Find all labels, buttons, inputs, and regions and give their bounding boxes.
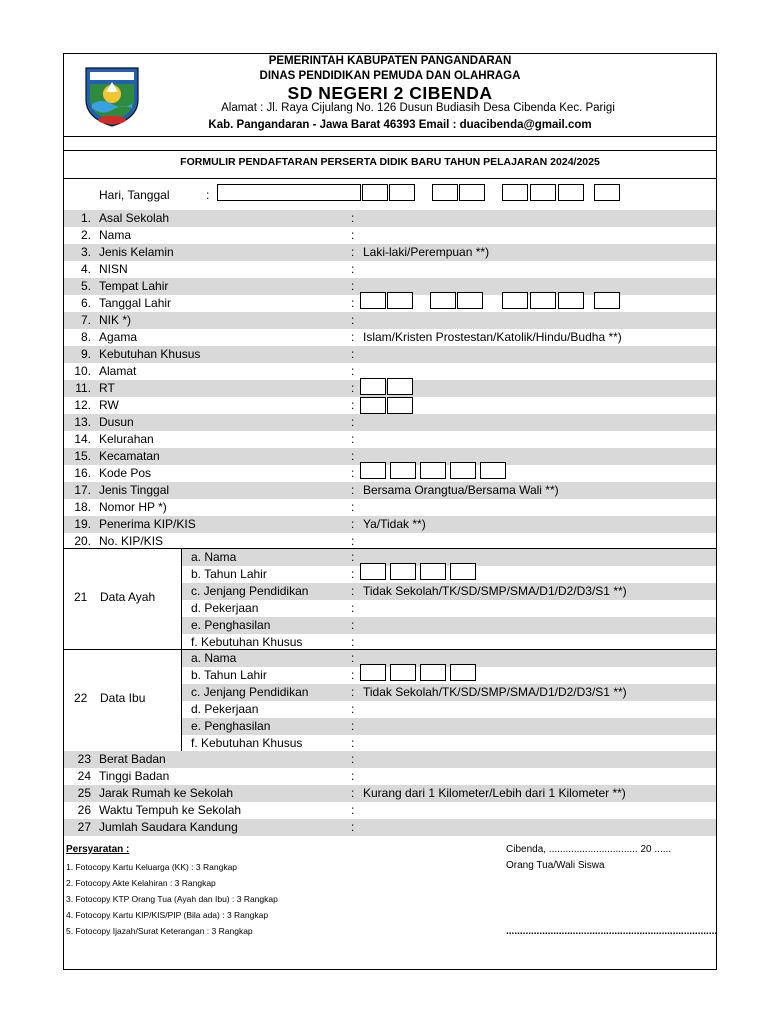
field-colon: :: [351, 432, 355, 446]
field-colon: :: [351, 567, 355, 581]
field-colon: :: [351, 702, 355, 716]
field-label: Waktu Tempuh ke Sekolah: [99, 803, 242, 817]
form-row-8: [64, 329, 716, 346]
ibu-row-penghasilan: [182, 718, 716, 735]
row-number: 4.: [80, 262, 91, 276]
field-colon: :: [351, 752, 355, 766]
field-colon: :: [351, 211, 355, 225]
form-row-6: [64, 295, 716, 312]
field-colon: :: [351, 534, 355, 548]
field-colon: :: [351, 279, 355, 293]
field-colon: :: [351, 517, 355, 531]
ayah-number: 21: [74, 590, 88, 604]
field-label: Tempat Lahir: [99, 279, 169, 293]
field-colon: :: [351, 550, 355, 564]
field-colon: :: [351, 635, 355, 649]
field-value[interactable]: Kurang dari 1 Kilometer/Lebih dari 1 Kilometer **): [363, 786, 626, 800]
field-label: Tanggal Lahir: [99, 296, 172, 310]
requirement-item: 5. Fotocopy Ijazah/Surat Keterangan : 3 Rangkap: [66, 926, 253, 936]
form-row-17: [64, 482, 716, 499]
field-label: Nama: [99, 228, 132, 242]
row-number: 13.: [74, 415, 91, 429]
requirement-item: 3. Fotocopy KTP Orang Tua (Ayah dan Ibu) : 3 Rangkap: [66, 894, 278, 904]
form-row-3: [64, 244, 716, 261]
form-row-7: [64, 312, 716, 329]
form-row-11: [64, 380, 716, 397]
field-label: Penerima KIP/KIS: [99, 517, 196, 531]
form-row-19: [64, 516, 716, 533]
form-row-2: [64, 227, 716, 244]
header-rule-2: [64, 150, 716, 151]
field-colon: :: [351, 330, 355, 344]
field-colon: :: [351, 245, 355, 259]
form-row-1: [64, 210, 716, 227]
ibu-year-box-2[interactable]: [390, 664, 416, 681]
row-number: 16.: [74, 466, 91, 480]
ayah-year-box-1[interactable]: [360, 563, 386, 580]
field-label: d. Pekerjaan: [191, 601, 259, 615]
row-number: 11.: [75, 381, 91, 395]
field-label: c. Jenjang Pendidikan: [191, 685, 309, 699]
field-label: Kode Pos: [99, 466, 152, 480]
ayah-year-box-4[interactable]: [450, 563, 476, 580]
ayah-row-pendidikan: [182, 583, 716, 600]
field-label: RW: [99, 398, 119, 412]
field-colon: :: [351, 584, 355, 598]
field-value[interactable]: Bersama Orangtua/Bersama Wali **): [363, 483, 559, 497]
field-value[interactable]: Tidak Sekolah/TK/SD/SMP/SMA/D1/D2/D3/S1 **): [363, 685, 627, 699]
field-colon: :: [351, 415, 355, 429]
field-label: Agama: [99, 330, 138, 344]
row-number: 2.: [80, 228, 91, 242]
field-label: NIK *): [99, 313, 132, 327]
field-value[interactable]: Laki-laki/Perempuan **): [363, 245, 490, 259]
field-colon: :: [351, 685, 355, 699]
field-label: f. Kebutuhan Khusus: [191, 736, 303, 750]
field-label: Dusun: [99, 415, 134, 429]
field-label: Jenis Kelamin: [99, 245, 174, 259]
field-label: Jumlah Saudara Kandung: [99, 820, 238, 834]
ayah-row-penghasilan: [182, 617, 716, 634]
form-frame: [63, 53, 717, 970]
row-number: 12.: [74, 398, 91, 412]
field-colon: :: [351, 803, 355, 817]
field-label: Asal Sekolah: [99, 211, 170, 225]
field-colon: :: [351, 449, 355, 463]
field-label: RT: [99, 381, 115, 395]
field-colon: :: [351, 466, 355, 480]
field-colon: :: [351, 651, 355, 665]
ayah-row-pekerjaan: [182, 600, 716, 617]
birth-month-box-2[interactable]: [457, 292, 483, 309]
form-title: FORMULIR PENDAFTARAN PERSERTA DIDIK BARU TAHUN PELAJARAN 2024/2025: [180, 156, 600, 168]
field-colon: :: [351, 601, 355, 615]
row-number: 19.: [74, 517, 91, 531]
field-value[interactable]: Tidak Sekolah/TK/SD/SMP/SMA/D1/D2/D3/S1 **): [363, 584, 627, 598]
requirement-item: 4. Fotocopy Kartu KIP/KIS/PIP (Bila ada) : 3 Rangkap: [66, 910, 269, 920]
field-label: Jenis Tinggal: [99, 483, 170, 497]
title-rule: [64, 178, 716, 179]
birth-day-box-2[interactable]: [387, 292, 413, 309]
field-colon: :: [351, 398, 355, 412]
school-name: SD NEGERI 2 CIBENDA: [287, 83, 493, 103]
ayah-year-box-3[interactable]: [420, 563, 446, 580]
field-value[interactable]: Islam/Kristen Prostestan/Katolik/Hindu/Budha **): [363, 330, 622, 344]
field-colon: :: [351, 347, 355, 361]
ibu-year-box-3[interactable]: [420, 664, 446, 681]
ibu-row-kebutuhan: [182, 735, 716, 752]
row-number: 1.: [80, 211, 91, 225]
field-colon: :: [351, 786, 355, 800]
field-colon: :: [351, 313, 355, 327]
form-row-26: [64, 802, 716, 819]
row-number: 17.: [74, 483, 91, 497]
rw-box-2[interactable]: [387, 397, 413, 414]
letterhead: [64, 54, 716, 136]
ibu-number: 22: [74, 691, 88, 705]
field-label: Tinggi Badan: [99, 769, 170, 783]
field-colon: :: [351, 618, 355, 632]
signature-role: Orang Tua/Wali Siswa: [506, 860, 605, 871]
ayah-label: Data Ayah: [100, 590, 156, 604]
field-colon: :: [351, 364, 355, 378]
date-year-box-3[interactable]: [558, 184, 584, 201]
form-row-12: [64, 397, 716, 414]
requirements-title: Persyaratan :: [66, 844, 130, 855]
row-number: 8.: [80, 330, 91, 344]
day-input[interactable]: [217, 184, 361, 201]
birth-year-box-4[interactable]: [594, 292, 620, 309]
field-label: b. Tahun Lahir: [191, 668, 267, 682]
postal-box-3[interactable]: [420, 462, 446, 479]
school-address-email: Kab. Pangandaran - Jawa Barat 46393 Email : duacibenda@gmail.com: [208, 119, 592, 131]
header-rule-1: [64, 136, 716, 137]
field-label: e. Penghasilan: [191, 618, 271, 632]
form-row-24: [64, 768, 716, 785]
field-label: Alamat: [99, 364, 137, 378]
field-colon: :: [351, 228, 355, 242]
ayah-year-box-2[interactable]: [390, 563, 416, 580]
field-colon: :: [351, 769, 355, 783]
date-month-box-2[interactable]: [459, 184, 485, 201]
signature-place-date[interactable]: Cibenda, ................................ 20 ......: [506, 844, 672, 855]
field-label: Jarak Rumah ke Sekolah: [99, 786, 234, 800]
date-year-box-2[interactable]: [530, 184, 556, 201]
header-department: DINAS PENDIDIKAN PEMUDA DAN OLAHRAGA: [259, 70, 521, 82]
form-row-9: [64, 346, 716, 363]
birth-day-box-1[interactable]: [360, 292, 386, 309]
postal-box-4[interactable]: [450, 462, 476, 479]
field-label: Kebutuhan Khusus: [99, 347, 201, 361]
field-label: Nomor HP *): [99, 500, 167, 514]
field-value[interactable]: Ya/Tidak **): [363, 517, 426, 531]
birth-year-box-3[interactable]: [558, 292, 584, 309]
form-row-23: [64, 751, 716, 768]
form-row-14: [64, 431, 716, 448]
field-colon: :: [351, 381, 355, 395]
rt-box-1[interactable]: [360, 378, 386, 395]
row-number: 6.: [80, 296, 91, 310]
form-row-4: [64, 261, 716, 278]
date-day-box-1[interactable]: [362, 184, 388, 201]
field-colon: :: [351, 262, 355, 276]
row-number: 26: [77, 803, 91, 817]
row-number: 15.: [74, 449, 91, 463]
field-label: f. Kebutuhan Khusus: [191, 635, 303, 649]
field-label: b. Tahun Lahir: [191, 567, 267, 581]
signature-line[interactable]: ............................................................................: [506, 926, 718, 937]
field-colon: :: [351, 736, 355, 750]
ibu-row-nama: [182, 650, 716, 667]
form-row-27: [64, 819, 716, 836]
field-label: Kecamatan: [99, 449, 160, 463]
birth-year-box-1[interactable]: [502, 292, 528, 309]
form-row-25: [64, 785, 716, 802]
ibu-row-pendidikan: [182, 684, 716, 701]
field-colon: :: [351, 483, 355, 497]
row-number: 25: [77, 786, 91, 800]
ibu-row-pekerjaan: [182, 701, 716, 718]
form-row-16: [64, 465, 716, 482]
header-government: PEMERINTAH KABUPATEN PANGANDARAN: [268, 55, 512, 67]
row-number: 27: [77, 820, 91, 834]
field-label: a. Nama: [191, 550, 237, 564]
row-number: 18.: [74, 500, 91, 514]
field-colon: :: [351, 820, 355, 834]
form-row-18: [64, 499, 716, 516]
field-label: e. Penghasilan: [191, 719, 271, 733]
field-label: a. Nama: [191, 651, 237, 665]
row-number: 3.: [80, 245, 91, 259]
birth-month-box-1[interactable]: [430, 292, 456, 309]
form-row-13: [64, 414, 716, 431]
row-number: 5.: [80, 279, 91, 293]
date-month-box-1[interactable]: [432, 184, 458, 201]
date-colon: :: [206, 188, 210, 202]
date-year-box-1[interactable]: [502, 184, 528, 201]
ayah-row-tahun-lahir: [182, 566, 716, 583]
row-number: 24: [77, 769, 91, 783]
date-year-box-4[interactable]: [594, 184, 620, 201]
ibu-label: Data Ibu: [100, 691, 146, 705]
ibu-year-box-4[interactable]: [450, 664, 476, 681]
ayah-row-nama: [182, 549, 716, 566]
field-label: Berat Badan: [99, 752, 166, 766]
field-colon: :: [351, 296, 355, 310]
postal-box-2[interactable]: [390, 462, 416, 479]
field-label: c. Jenjang Pendidikan: [191, 584, 309, 598]
field-label: d. Pekerjaan: [191, 702, 259, 716]
row-number: 7.: [80, 313, 91, 327]
field-label: Kelurahan: [99, 432, 154, 446]
field-label: NISN: [99, 262, 128, 276]
date-row: [64, 187, 716, 204]
field-label: No. KIP/KIS: [99, 534, 164, 548]
ibu-year-box-1[interactable]: [360, 664, 386, 681]
ibu-row-tahun-lahir: [182, 667, 716, 684]
row-number: 10.: [74, 364, 91, 378]
requirement-item: 2. Fotocopy Akte Kelahiran : 3 Rangkap: [66, 878, 216, 888]
field-colon: :: [351, 668, 355, 682]
field-colon: :: [351, 500, 355, 514]
postal-box-1[interactable]: [360, 462, 386, 479]
date-day-box-2[interactable]: [389, 184, 415, 201]
row-number: 14.: [74, 432, 91, 446]
postal-box-5[interactable]: [480, 462, 506, 479]
date-label: Hari, Tanggal: [99, 188, 170, 202]
rw-box-1[interactable]: [360, 397, 386, 414]
row-number: 23: [77, 752, 91, 766]
field-colon: :: [351, 719, 355, 733]
rt-box-2[interactable]: [387, 378, 413, 395]
school-address: Alamat : Jl. Raya Cijulang No. 126 Dusun Budiasih Desa Cibenda Kec. Parigi: [221, 102, 615, 114]
row-number: 9.: [80, 347, 91, 361]
birth-year-box-2[interactable]: [530, 292, 556, 309]
row-number: 20.: [74, 534, 91, 548]
requirement-item: 1. Fotocopy Kartu Keluarga (KK) : 3 Rangkap: [66, 862, 238, 872]
